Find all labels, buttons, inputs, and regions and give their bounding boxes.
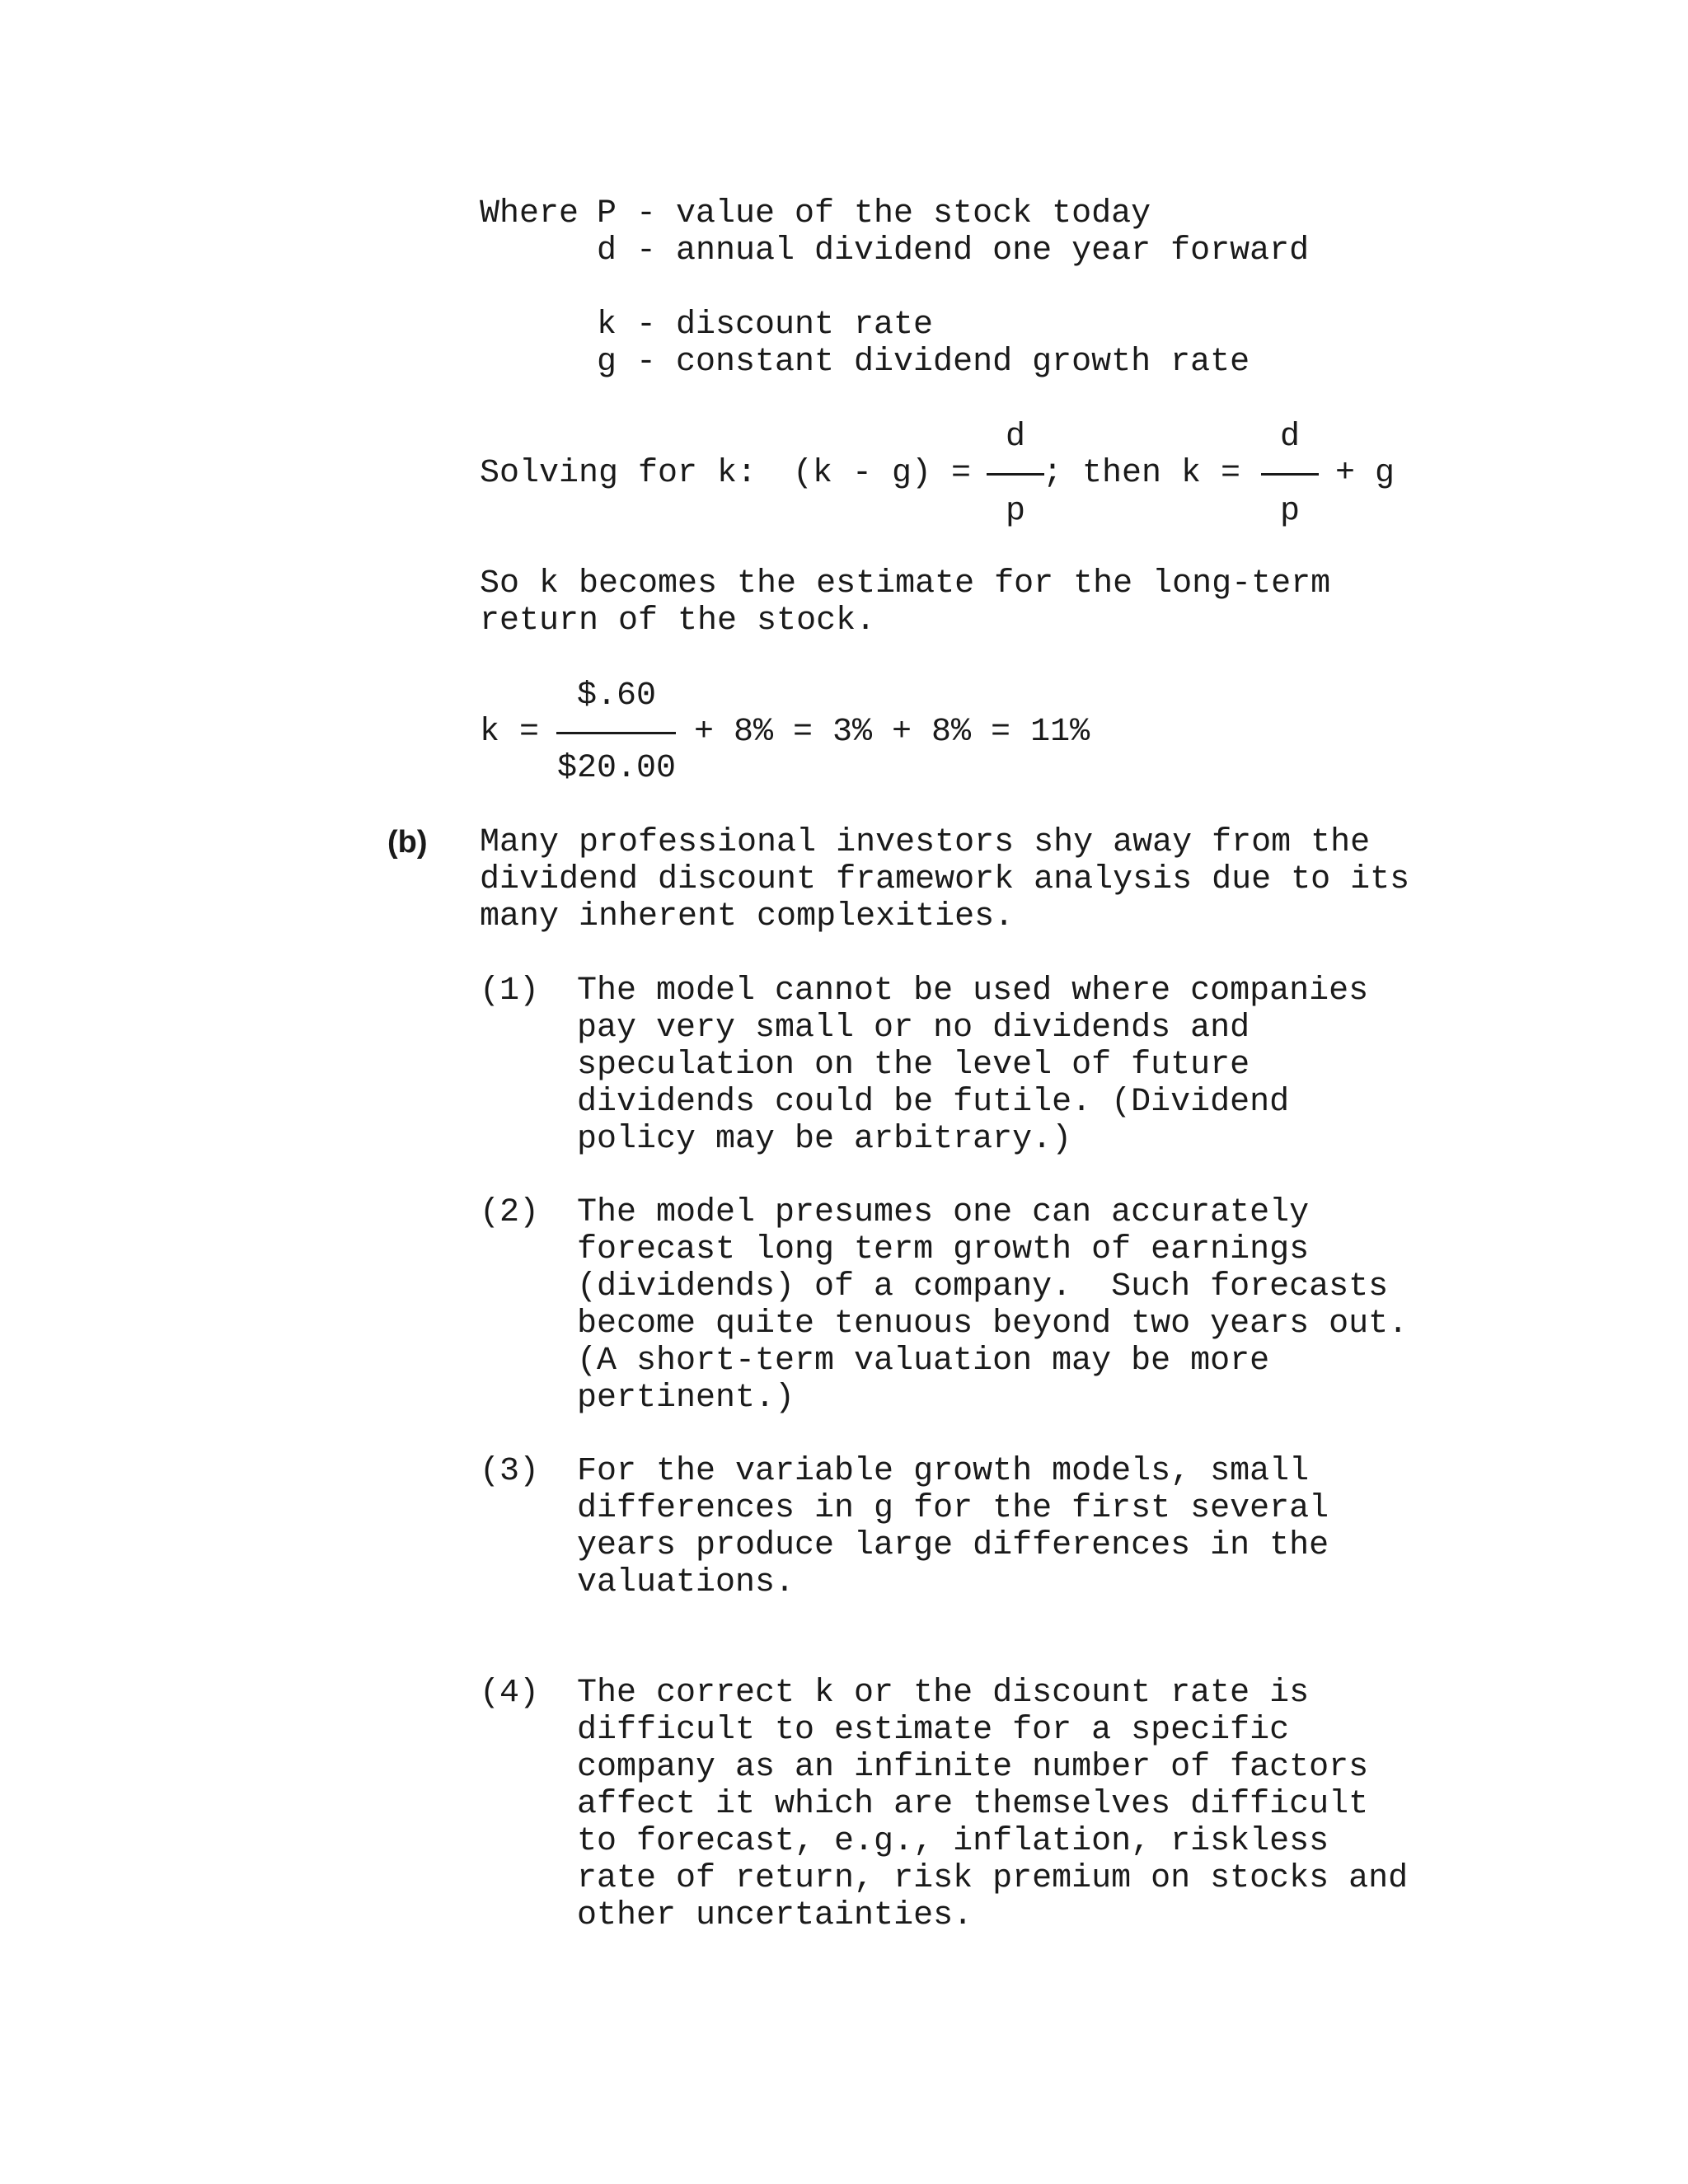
equation-tail: + g [1335,455,1395,492]
fraction-denominator: p [1006,493,1026,530]
list-item-line: The correct k or the discount rate is [577,1675,1310,1712]
list-item-number: (3) [480,1453,540,1490]
list-item-line: The model cannot be used where companies [577,972,1369,1010]
definition-text: - annual dividend one year forward [636,232,1310,269]
solving-label: Solving for k: [480,455,757,492]
fraction-bar [1261,473,1319,476]
fraction-numerator: d [1280,419,1301,456]
part-b-line: many inherent complexities. [480,898,1015,935]
list-item-line: become quite tenuous beyond two years out. [577,1305,1409,1343]
fraction-denominator: p [1280,493,1301,530]
list-item-number: (2) [480,1194,540,1231]
list-item-line: The model presumes one can accurately [577,1194,1310,1231]
part-b-line: dividend discount framework analysis due to its [480,861,1410,898]
part-b-line: Many professional investors shy away from the [480,824,1371,861]
list-item-line: (dividends) of a company. Such forecasts [577,1268,1389,1305]
fraction-bar [556,732,676,734]
list-item-line: pay very small or no dividends and [577,1010,1250,1047]
list-item-line: difficult to estimate for a specific [577,1712,1290,1749]
definition-text: - discount rate [636,307,934,344]
statement-line: return of the stock. [480,602,876,640]
list-item-line: policy may be arbitrary.) [577,1121,1072,1158]
equation-lhs: (k - g) = [793,455,972,492]
definition-symbol: P [597,195,617,232]
list-item-line: forecast long term growth of earnings [577,1231,1310,1268]
list-item-line: For the variable growth models, small [577,1453,1310,1490]
calculation-lhs: k = [480,714,540,751]
list-item-line: company as an infinite number of factors [577,1749,1369,1786]
list-item-line: speculation on the level of future [577,1047,1250,1084]
list-item-line: differences in g for the first several [577,1490,1329,1527]
list-item-number: (1) [480,972,540,1010]
list-item-line: other uncertainties. [577,1897,973,1934]
list-item-line: to forecast, e.g., inflation, riskless [577,1823,1329,1860]
fraction-denominator: $20.00 [557,750,677,787]
equation-middle: ; then k = [1043,455,1241,492]
list-item-line: dividends could be futile. (Dividend [577,1084,1290,1121]
list-item-line: valuations. [577,1564,795,1601]
definitions-intro: Where [480,195,579,232]
definition-text: - value of the stock today [636,195,1151,232]
definition-text: - constant dividend growth rate [636,344,1250,381]
part-b-label: (b) [387,825,428,860]
fraction-numerator: d [1006,419,1026,456]
list-item-line: years produce large differences in the [577,1527,1329,1564]
list-item-number: (4) [480,1675,540,1712]
definition-symbol: g [597,344,617,381]
calculation-rest: + 8% = 3% + 8% = 11% [694,714,1090,751]
fraction-numerator: $.60 [577,677,657,715]
statement-line: So k becomes the estimate for the long-term [480,565,1331,602]
list-item-line: (A short-term valuation may be more [577,1343,1270,1380]
fraction-bar [987,473,1044,476]
list-item-line: affect it which are themselves difficult [577,1786,1369,1823]
list-item-line: pertinent.) [577,1380,795,1417]
definition-symbol: k [597,307,617,344]
list-item-line: rate of return, risk premium on stocks and [577,1860,1409,1897]
definition-symbol: d [597,232,617,269]
